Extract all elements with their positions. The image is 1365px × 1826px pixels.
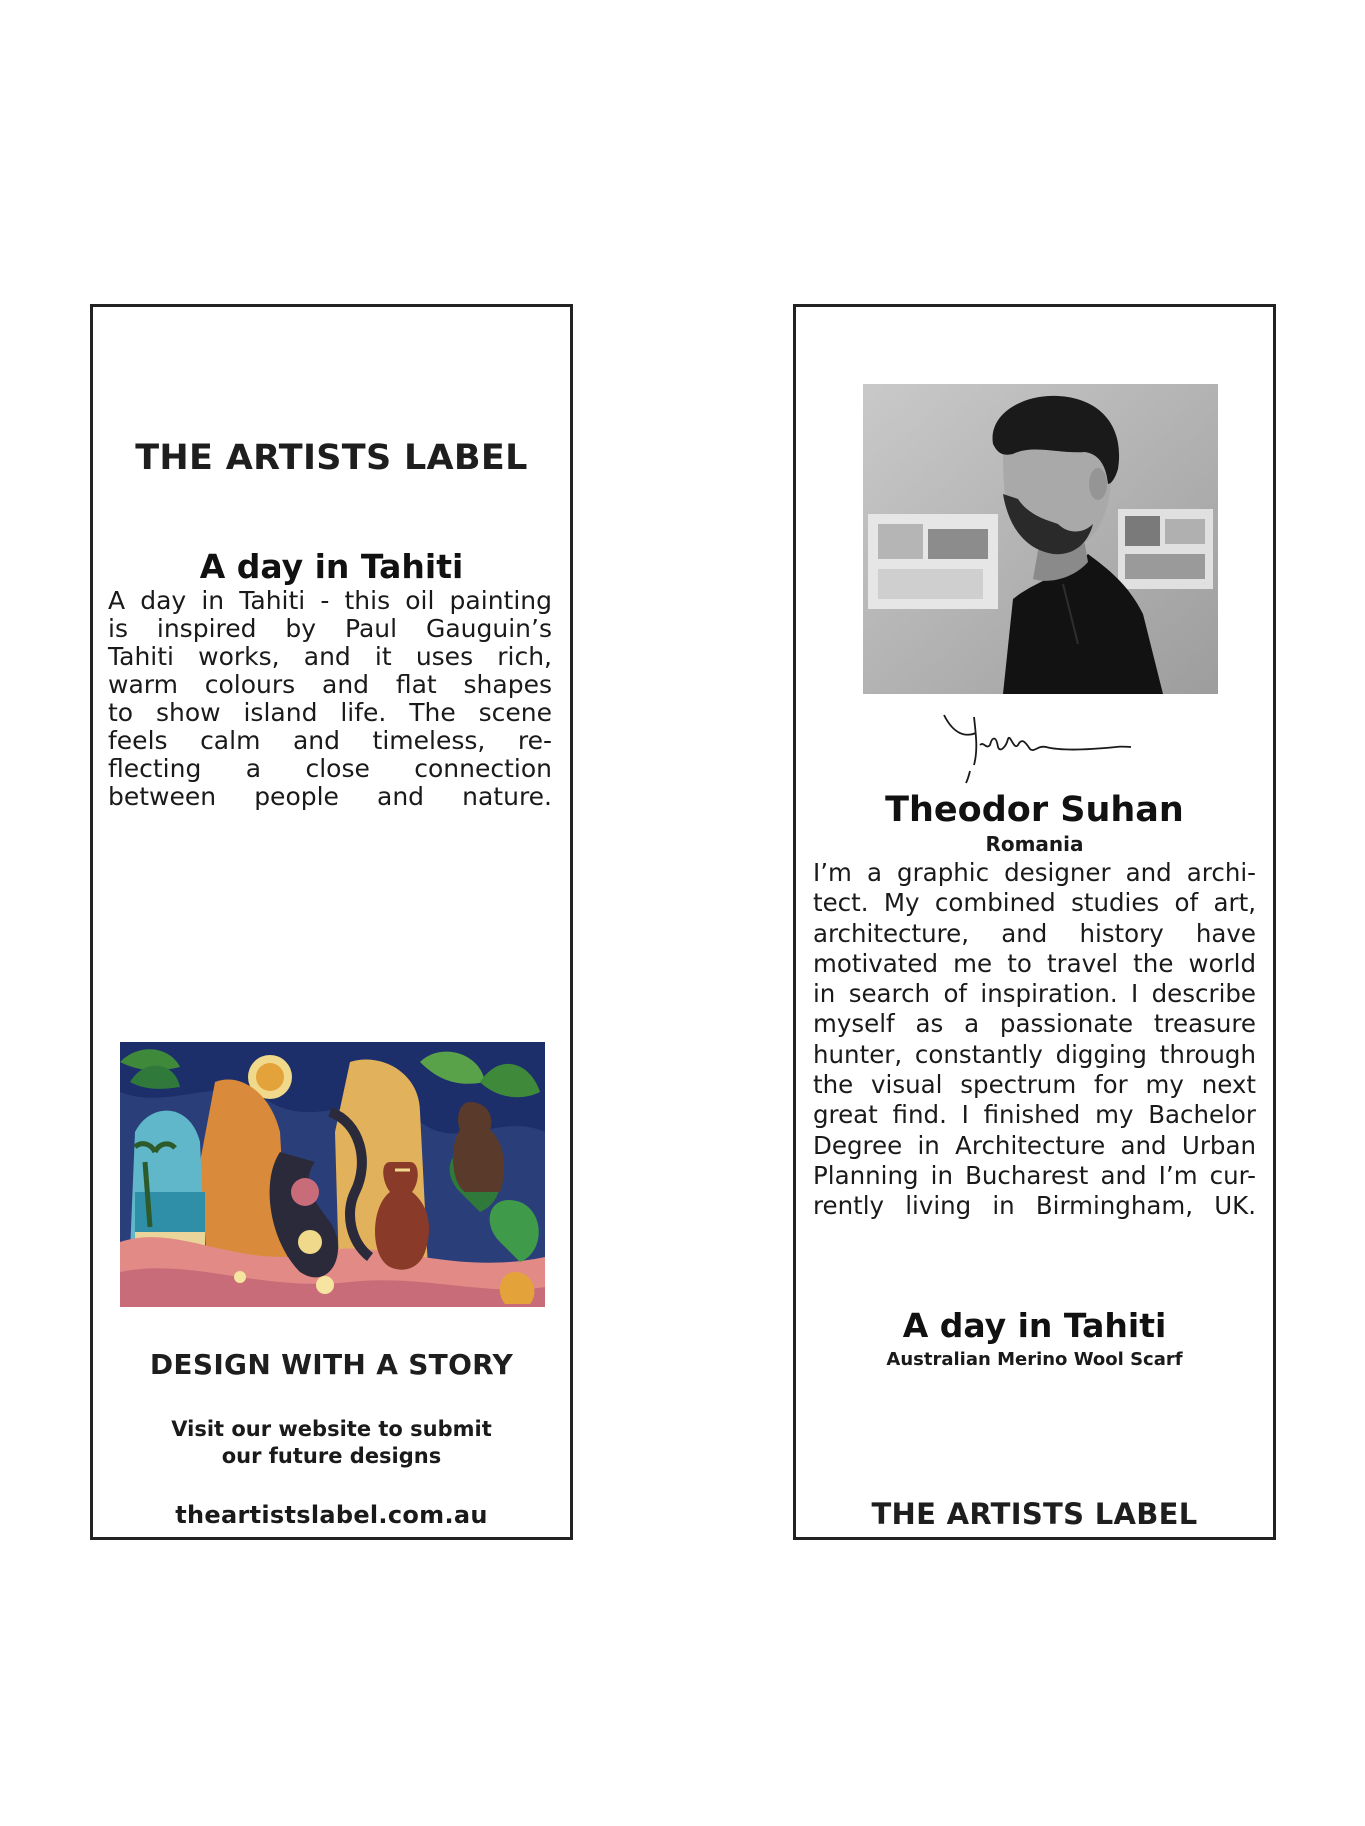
product-subtitle: Australian Merino Wool Scarf: [886, 1349, 1183, 1370]
bio-line: tect. My combined studies of art,: [813, 888, 1256, 918]
painting-image: [120, 1042, 545, 1307]
artwork-description: [108, 587, 552, 811]
artist-country: Romania: [985, 832, 1084, 856]
cta-line: our future designs: [221, 1444, 442, 1468]
description-line: is inspired by Paul Gauguin’s: [108, 614, 552, 643]
description-line: to show island life. The scene: [108, 698, 552, 727]
description-line: flecting a close connection: [108, 754, 552, 783]
bio-line: great find. I finished my Bachelor: [813, 1100, 1256, 1130]
bio-line: hunter, constantly digging through: [813, 1039, 1256, 1069]
bio-line: I’m a graphic designer and archi-: [813, 858, 1256, 887]
bio-line: rently living in Birmingham, UK.: [813, 1191, 1256, 1221]
description-line: A day in Tahiti - this oil painting: [108, 586, 552, 615]
label-card-front: [90, 304, 573, 1540]
tagline: DESIGN WITH A STORY: [149, 1348, 514, 1381]
description-line: Tahiti works, and it uses rich,: [108, 642, 552, 671]
cta-line: Visit our website to submit: [171, 1417, 492, 1441]
description-line: between people and nature.: [108, 782, 552, 811]
description-line: warm colours and flat shapes: [108, 670, 552, 699]
product-title: A day in Tahiti: [902, 1306, 1167, 1345]
artist-bio: [813, 858, 1256, 1222]
description-line: feels calm and timeless, re-: [108, 726, 552, 755]
artist-signature-image: [936, 705, 1136, 785]
bio-line: the visual spectrum for my next: [813, 1070, 1256, 1100]
artist-portrait-image: [863, 384, 1218, 694]
website-url: theartistslabel.com.au: [175, 1501, 488, 1529]
bio-line: myself as a passionate treasure: [813, 1009, 1256, 1039]
brand-heading: THE ARTISTS LABEL: [135, 438, 528, 478]
bio-line: architecture, and history have: [813, 918, 1256, 948]
call-to-action: [93, 1416, 570, 1470]
artwork-title: A day in Tahiti: [199, 547, 464, 586]
bio-line: in search of inspiration. I describe: [813, 979, 1256, 1009]
bio-line: Planning in Bucharest and I’m cur-: [813, 1160, 1256, 1190]
artist-name: Theodor Suhan: [885, 790, 1184, 830]
bio-line: Degree in Architecture and Urban: [813, 1130, 1256, 1160]
label-card-back: [793, 304, 1276, 1540]
brand-footer: THE ARTISTS LABEL: [871, 1497, 1198, 1531]
bio-line: motivated me to travel the world: [813, 948, 1256, 978]
